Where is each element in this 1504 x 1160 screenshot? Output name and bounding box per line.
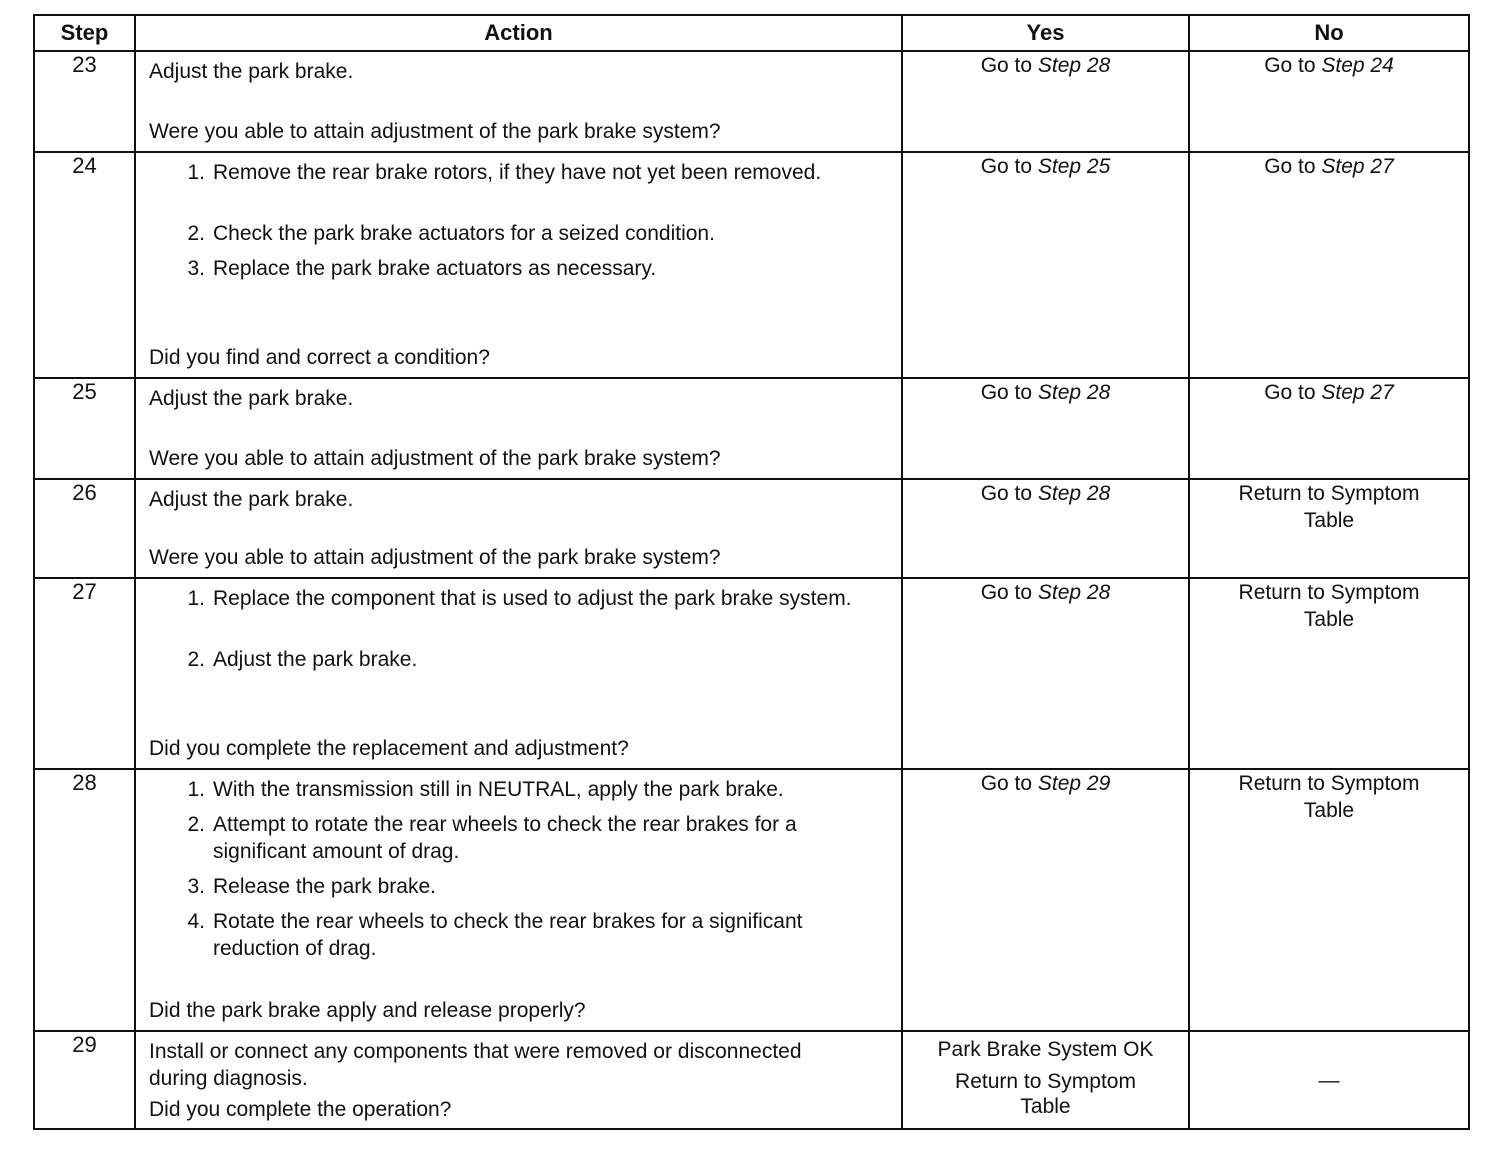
no-prefix: Go to <box>1264 54 1322 77</box>
return-to-symptom-table-link[interactable]: Return to Symptom Table <box>1238 482 1420 532</box>
no-prefix: Go to <box>1264 155 1322 178</box>
action-list <box>149 585 889 681</box>
list-item-text: Replace the park brake actuators as necessary. <box>213 257 657 280</box>
list-item-number: 1. <box>187 587 205 610</box>
list-item-number: 4. <box>187 910 205 933</box>
action-cell <box>135 152 902 378</box>
action-cell <box>135 479 902 578</box>
list-item-text: Remove the rear brake rotors, if they have not yet been removed. <box>213 161 822 184</box>
return-to-symptom-table-link[interactable]: Return to Symptom Table <box>955 1070 1136 1118</box>
list-item-text: Replace the component that is used to adjust the park brake system. <box>213 587 852 610</box>
action-cell <box>135 578 902 769</box>
step-number: 29 <box>34 1031 135 1129</box>
table-row <box>34 578 1469 769</box>
list-item-text: Check the park brake actuators for a seized condition. <box>213 222 715 245</box>
yes-prefix: Go to <box>980 772 1038 795</box>
no-cell <box>1189 769 1469 1031</box>
no-cell <box>1189 578 1469 769</box>
yes-cell <box>902 769 1189 1031</box>
yes-step-link[interactable]: Step 25 <box>1037 155 1111 178</box>
list-item-number: 3. <box>187 257 205 280</box>
header-yes: Yes <box>902 15 1189 51</box>
table-row <box>34 152 1469 378</box>
action-question: Were you able to attain adjustment of the park brake system? <box>149 120 721 143</box>
diagnostic-table <box>33 14 1470 1130</box>
action-cell <box>135 1031 902 1129</box>
action-question: Did you complete the operation? <box>149 1098 452 1121</box>
list-item-number: 2. <box>187 813 205 836</box>
return-to-symptom-table-link[interactable]: Return to Symptom Table <box>1238 772 1420 822</box>
park-brake-ok-text: Park Brake System OK <box>937 1038 1154 1061</box>
list-item <box>149 776 889 803</box>
table-row <box>34 479 1469 578</box>
yes-cell <box>902 152 1189 378</box>
no-step-link[interactable]: Step 24 <box>1321 54 1394 77</box>
list-item-number: 3. <box>187 875 205 898</box>
yes-step-link[interactable]: Step 28 <box>1037 482 1111 505</box>
yes-step-link[interactable]: Step 28 <box>1037 381 1111 404</box>
yes-step-link[interactable]: Step 29 <box>1037 772 1111 795</box>
action-question: Did you find and correct a condition? <box>149 346 490 369</box>
action-list <box>149 776 889 962</box>
list-item-text: Attempt to rotate the rear wheels to check the rear brakes for a significant amount of drag. <box>213 813 797 863</box>
list-item-text: Adjust the park brake. <box>213 648 418 671</box>
list-item-number: 1. <box>187 778 205 801</box>
header-step: Step <box>34 15 135 51</box>
list-item <box>149 908 889 962</box>
list-item <box>149 585 889 612</box>
table-row <box>34 51 1469 152</box>
action-question: Did the park brake apply and release properly? <box>149 999 586 1022</box>
no-action-dash: — <box>1318 1068 1340 1092</box>
action-cell <box>135 51 902 152</box>
yes-cell <box>902 51 1189 152</box>
yes-prefix: Go to <box>980 54 1038 77</box>
step-number: 25 <box>34 378 135 479</box>
yes-prefix: Go to <box>980 381 1038 404</box>
table-row <box>34 1031 1469 1129</box>
list-item <box>149 646 889 673</box>
no-prefix: Go to <box>1264 381 1322 404</box>
step-number: 24 <box>34 152 135 378</box>
list-item <box>149 159 889 186</box>
list-item-number: 2. <box>187 222 205 245</box>
action-intro: Install or connect any components that were removed or disconnected during diagnosis. <box>149 1040 802 1090</box>
list-item <box>149 220 889 247</box>
no-step-link[interactable]: Step 27 <box>1321 155 1394 178</box>
header-row <box>34 15 1469 51</box>
action-list <box>149 159 889 290</box>
no-cell <box>1189 479 1469 578</box>
table-row <box>34 769 1469 1031</box>
yes-step-link[interactable]: Step 28 <box>1037 581 1111 604</box>
yes-cell <box>902 578 1189 769</box>
action-question: Did you complete the replacement and adjustment? <box>149 737 629 760</box>
action-cell <box>135 378 902 479</box>
yes-step-link[interactable]: Step 28 <box>1037 54 1111 77</box>
step-number: 26 <box>34 479 135 578</box>
yes-cell <box>902 479 1189 578</box>
header-action: Action <box>135 15 902 51</box>
list-item-number: 2. <box>187 648 205 671</box>
yes-prefix: Go to <box>980 581 1038 604</box>
return-to-symptom-table-link[interactable]: Return to Symptom Table <box>1238 581 1420 631</box>
action-question: Were you able to attain adjustment of the park brake system? <box>149 546 721 569</box>
yes-cell <box>902 1031 1189 1129</box>
no-cell <box>1189 51 1469 152</box>
no-cell <box>1189 152 1469 378</box>
yes-prefix: Go to <box>980 482 1038 505</box>
list-item <box>149 873 889 900</box>
list-item-text: With the transmission still in NEUTRAL, apply the park brake. <box>213 778 784 801</box>
list-item <box>149 255 889 282</box>
action-question: Were you able to attain adjustment of the park brake system? <box>149 447 721 470</box>
yes-prefix: Go to <box>980 155 1038 178</box>
header-no: No <box>1189 15 1469 51</box>
list-item-text: Release the park brake. <box>213 875 436 898</box>
yes-cell <box>902 378 1189 479</box>
action-intro: Adjust the park brake. <box>149 387 354 410</box>
table-row <box>34 378 1469 479</box>
no-step-link[interactable]: Step 27 <box>1321 381 1394 404</box>
no-cell <box>1189 378 1469 479</box>
step-number: 23 <box>34 51 135 152</box>
step-number: 28 <box>34 769 135 1031</box>
list-item-number: 1. <box>187 161 205 184</box>
list-item-text: Rotate the rear wheels to check the rear brakes for a significant reduction of drag. <box>213 910 803 960</box>
action-cell <box>135 769 902 1031</box>
no-cell <box>1189 1031 1469 1129</box>
step-number: 27 <box>34 578 135 769</box>
list-item <box>149 811 889 865</box>
action-intro: Adjust the park brake. <box>149 60 354 83</box>
action-intro: Adjust the park brake. <box>149 488 354 511</box>
